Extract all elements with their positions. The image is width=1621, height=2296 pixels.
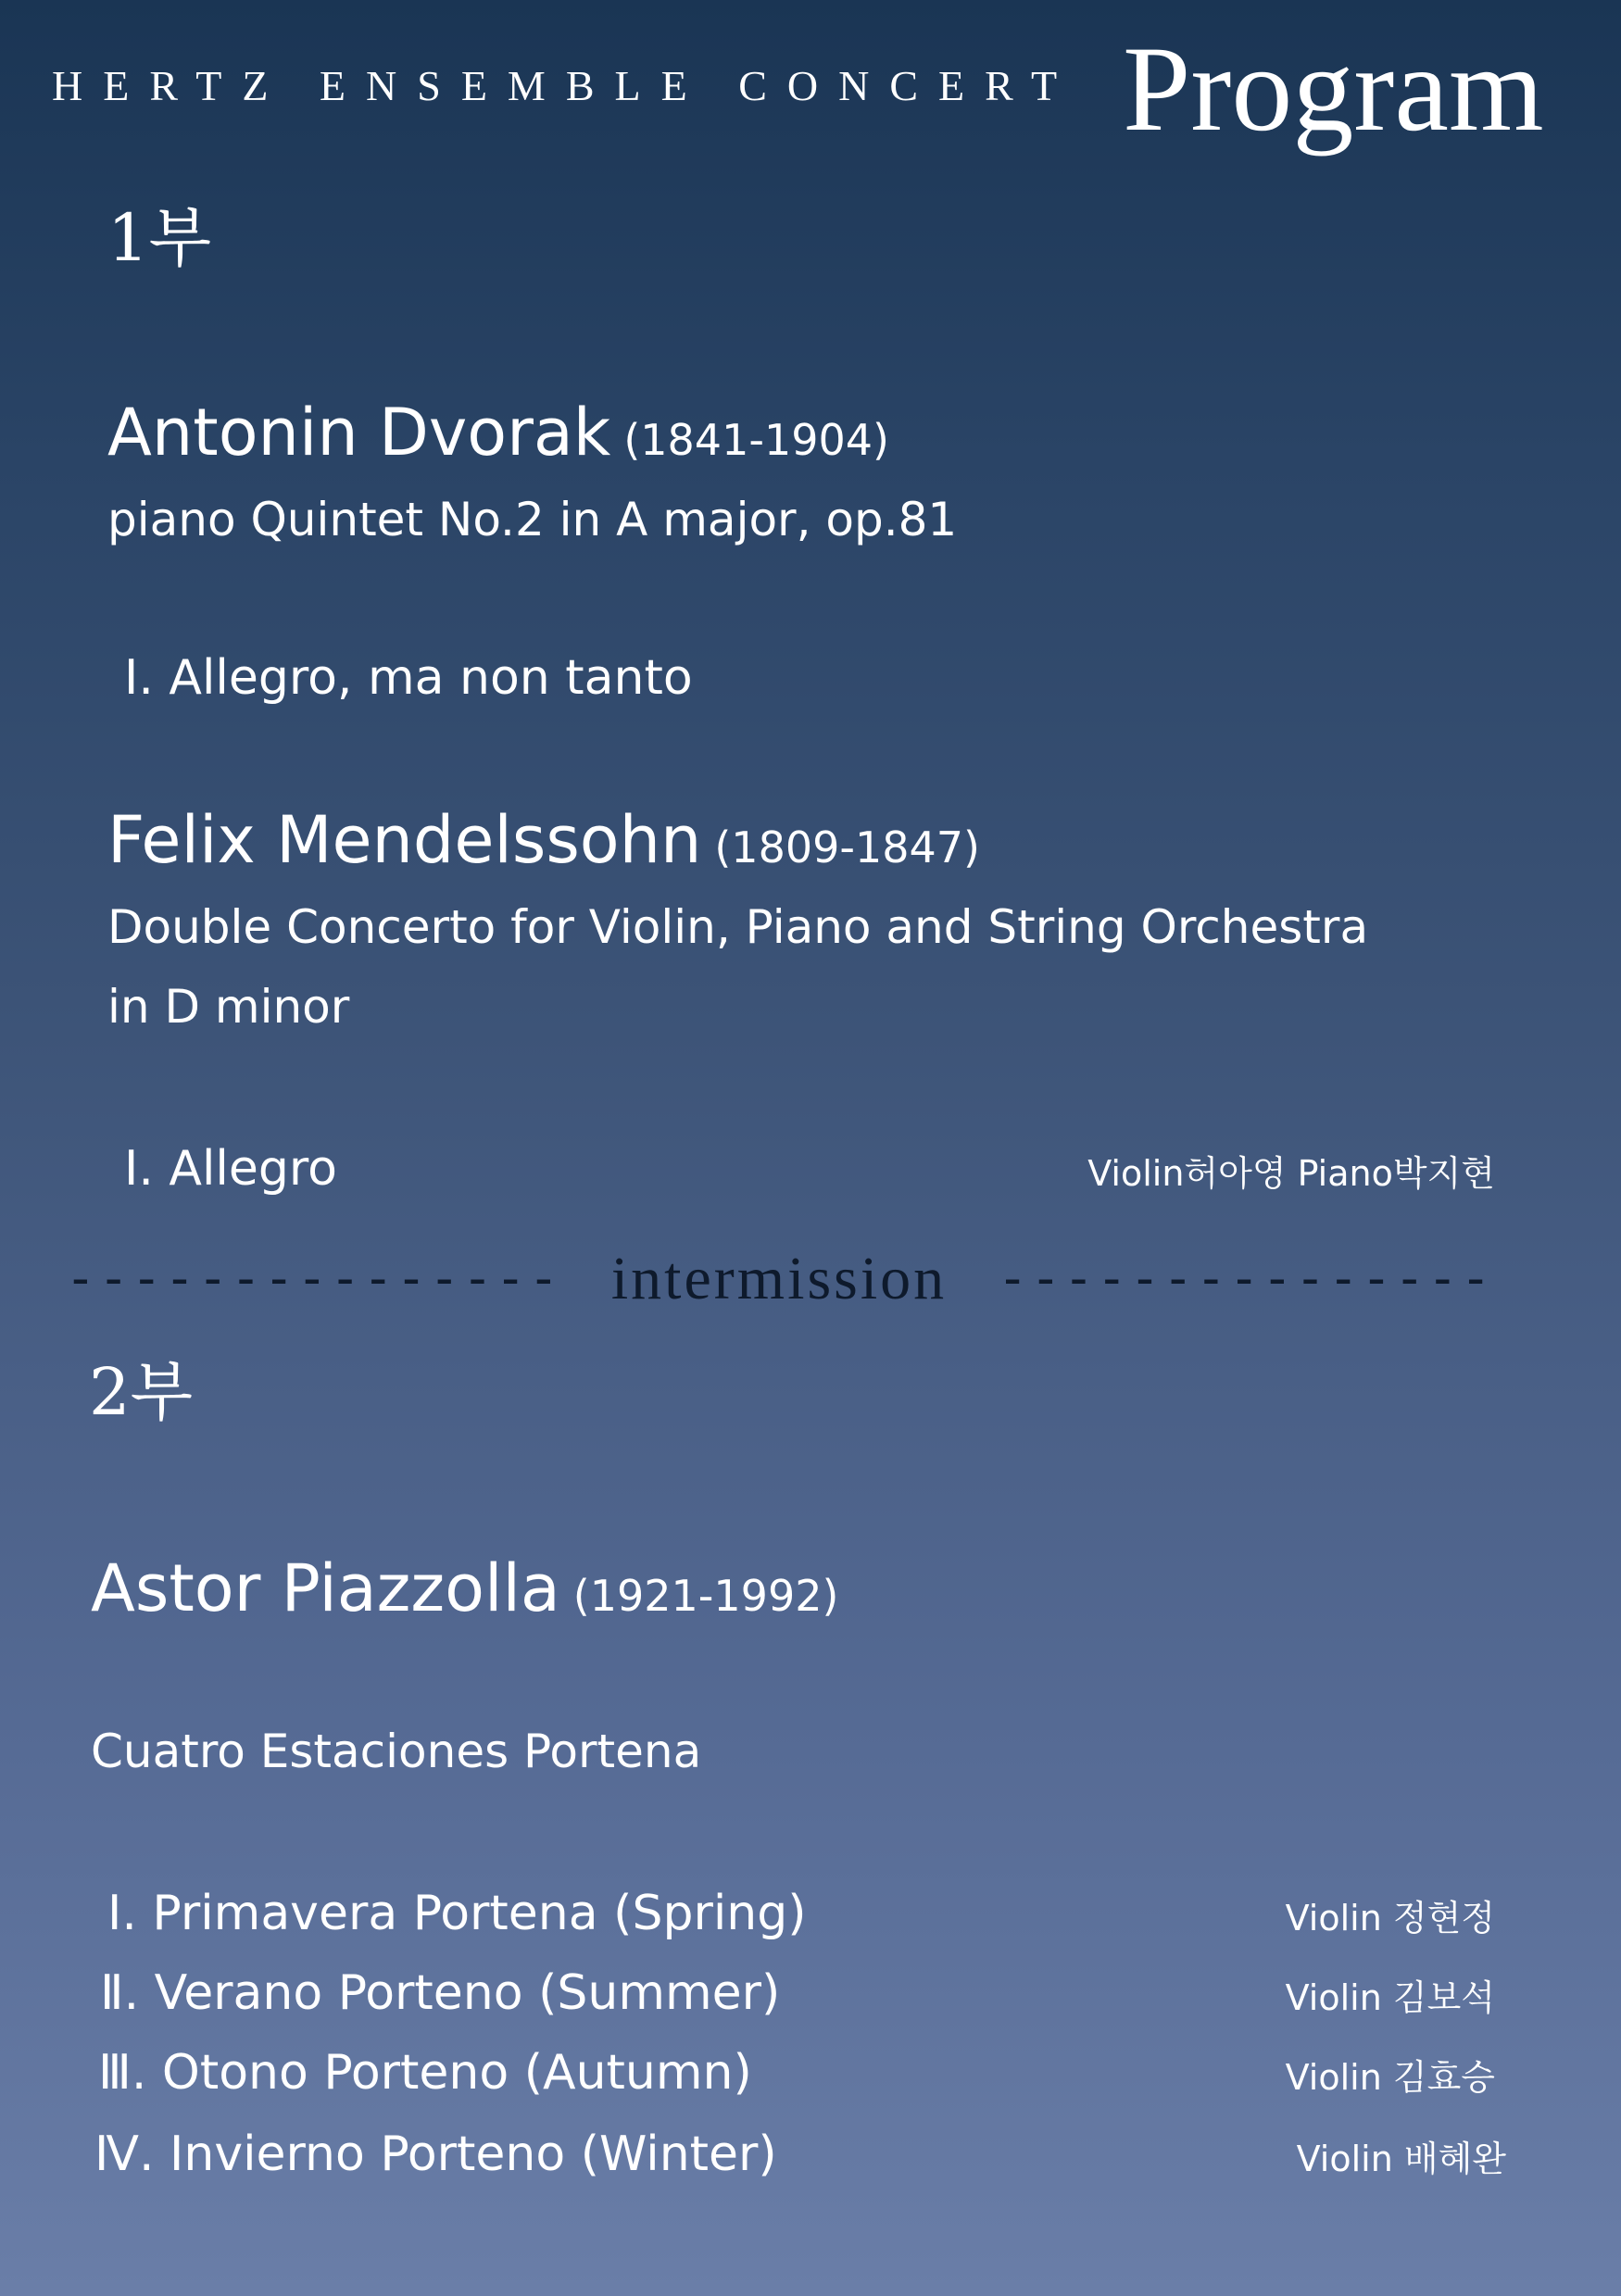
divider-dashes-right: --------------- xyxy=(997,1248,1493,1309)
piazzolla-composer xyxy=(91,1550,839,1626)
mendelssohn-work-line1: Double Concerto for Violin, Piano and String Orchestra xyxy=(107,900,1369,954)
piazzolla-performer-1: Violin 정현정 xyxy=(1285,1898,1495,1938)
part2-heading: 2부 xyxy=(89,1354,194,1430)
piazzolla-performer-2: Violin 김보석 xyxy=(1285,1977,1495,2018)
mendelssohn-performers: Violin허아영 Piano박지현 xyxy=(1087,1153,1495,1194)
piazzolla-movement-3: Ⅲ. Otono Porteno (Autumn) xyxy=(98,2045,752,2101)
divider-dashes-left: --------------- xyxy=(65,1248,561,1309)
piazzolla-movement-1: Ⅰ. Primavera Portena (Spring) xyxy=(107,1886,807,1941)
mendelssohn-composer xyxy=(107,802,980,878)
mendelssohn-movement: Ⅰ. Allegro xyxy=(124,1141,337,1197)
intermission-label: intermission xyxy=(610,1245,948,1312)
piazzolla-movement-4: Ⅳ. Invierno Porteno (Winter) xyxy=(94,2127,777,2182)
composer-years: (1921-1992) xyxy=(572,1571,839,1621)
dvorak-movement: Ⅰ. Allegro, ma non tanto xyxy=(124,650,693,706)
piazzolla-performer-3: Violin 김효승 xyxy=(1285,2057,1495,2098)
composer-name: Astor Piazzolla xyxy=(91,1550,560,1626)
piazzolla-performer-4: Violin 배혜완 xyxy=(1296,2139,1506,2179)
piazzolla-work: Cuatro Estaciones Portena xyxy=(91,1725,702,1778)
part1-heading: 1부 xyxy=(107,200,212,276)
dvorak-work: piano Quintet No.2 in A major, op.81 xyxy=(107,493,958,546)
composer-name: Felix Mendelssohn xyxy=(107,802,702,878)
piazzolla-movement-2: Ⅱ. Verano Porteno (Summer) xyxy=(100,1965,781,2021)
dvorak-composer xyxy=(107,395,889,470)
concert-title: HERTZ ENSEMBLE CONCERT xyxy=(52,62,1078,109)
program-title: Program xyxy=(1123,20,1544,157)
composer-years: (1841-1904) xyxy=(623,415,889,465)
composer-years: (1809-1847) xyxy=(714,822,980,872)
mendelssohn-work-line2: in D minor xyxy=(107,980,350,1034)
composer-name: Antonin Dvorak xyxy=(107,395,611,470)
intermission-divider xyxy=(65,1245,1493,1312)
